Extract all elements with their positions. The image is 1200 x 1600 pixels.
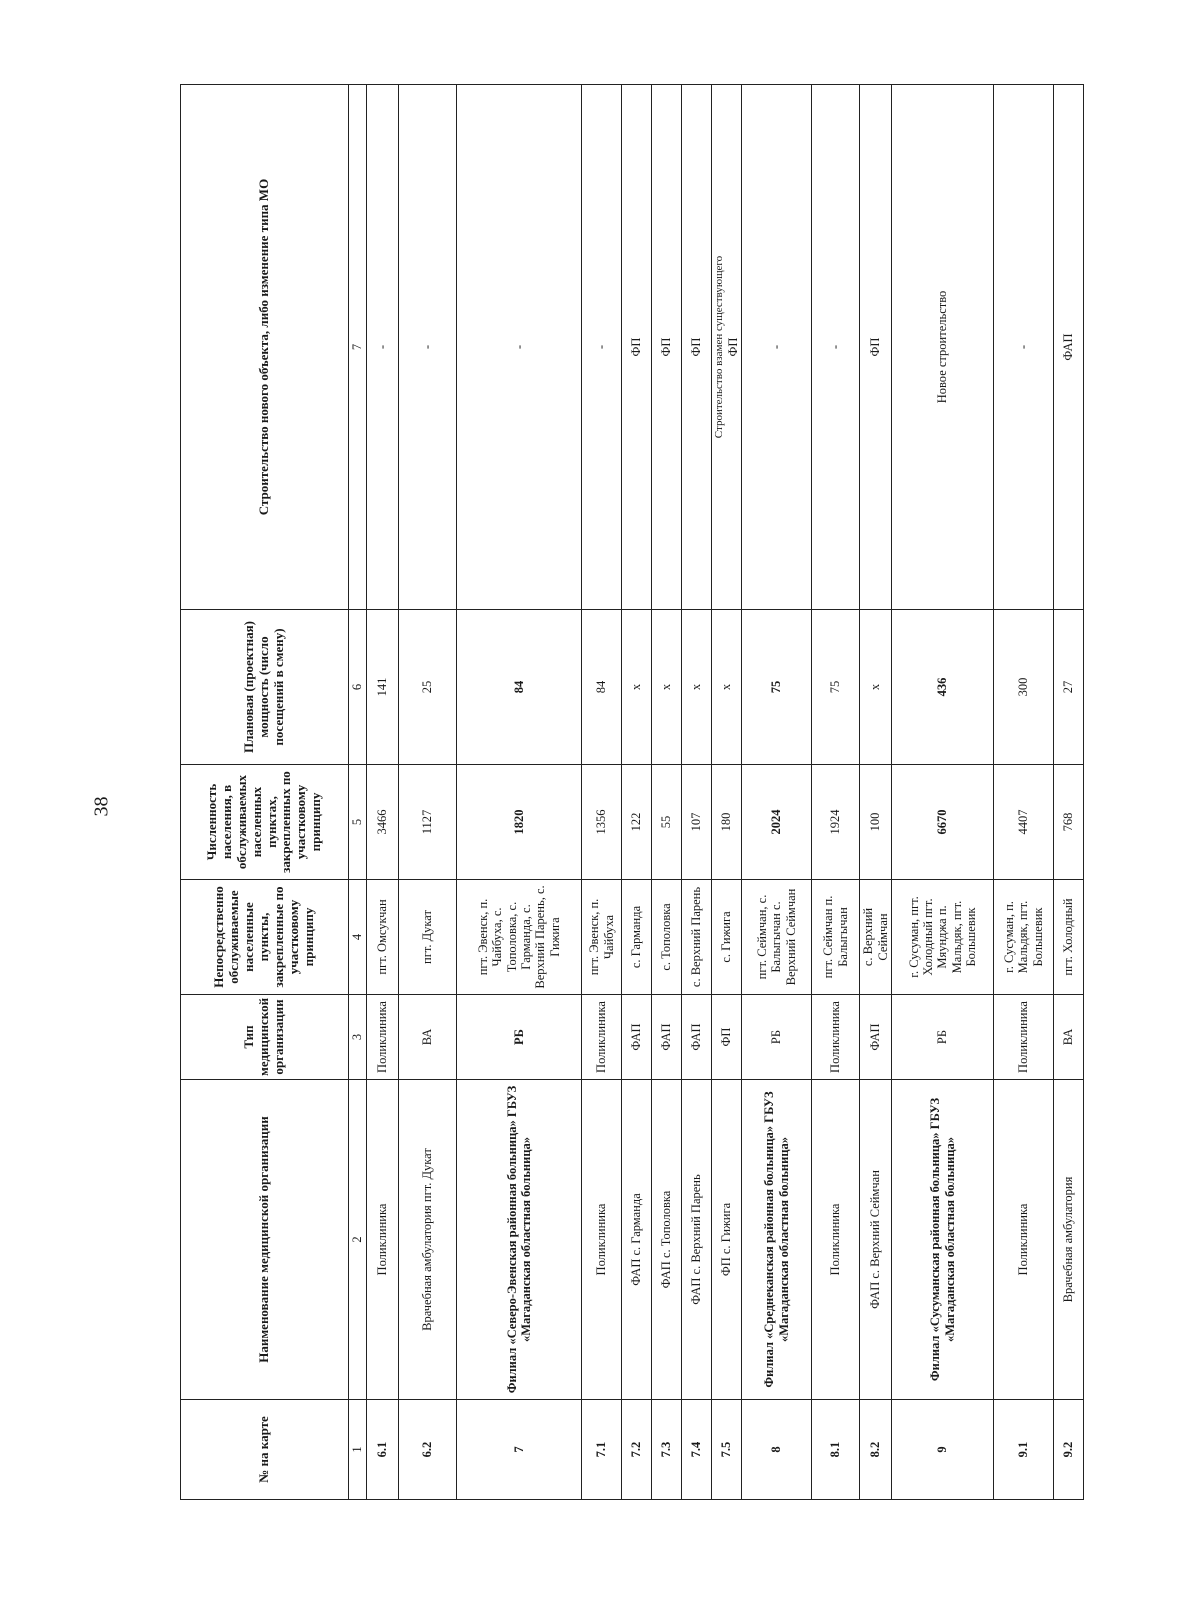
map-number-cell: 8.1 <box>812 1400 860 1500</box>
header-settlements: Непосредственно обслуживаемые населенные пункты, закрепленные по участковому принципу <box>181 880 349 995</box>
org-name-cell: Поликлиника <box>582 1080 622 1400</box>
table-row <box>367 85 399 1500</box>
construction-cell: ФП <box>652 85 682 610</box>
column-number: 7 <box>349 85 367 610</box>
header-capacity: Плановая (проектная) мощность (число посещений в смену) <box>181 610 349 765</box>
population-cell: 4407 <box>994 765 1054 880</box>
population-cell: 180 <box>712 765 742 880</box>
settlements-cell: пгт. Сеймчан, с. Балыгычан с. Верхний Сеймчан <box>742 880 812 995</box>
construction-cell: - <box>582 85 622 610</box>
medical-organizations-table <box>180 84 1084 1500</box>
capacity-cell: 75 <box>742 610 812 765</box>
construction-cell: - <box>742 85 812 610</box>
capacity-cell: х <box>682 610 712 765</box>
map-number-cell: 8.2 <box>860 1400 892 1500</box>
settlements-cell: пгт. Эвенск, п. Чайбуха <box>582 880 622 995</box>
table-row <box>860 85 892 1500</box>
construction-cell <box>712 85 742 610</box>
settlements-cell: с. Гижига <box>712 880 742 995</box>
population-cell: 122 <box>622 765 652 880</box>
org-type-cell: ФАП <box>860 995 892 1080</box>
map-number-cell: 9 <box>892 1400 994 1500</box>
capacity-cell: х <box>712 610 742 765</box>
population-cell: 1127 <box>399 765 457 880</box>
capacity-cell: 84 <box>457 610 582 765</box>
org-name-cell: ФАП с. Гарманда <box>622 1080 652 1400</box>
org-name-cell: Поликлиника <box>367 1080 399 1400</box>
construction-cell: ФП <box>682 85 712 610</box>
map-number-cell: 6.2 <box>399 1400 457 1500</box>
capacity-cell: 84 <box>582 610 622 765</box>
population-cell: 1820 <box>457 765 582 880</box>
column-number: 2 <box>349 1080 367 1400</box>
capacity-cell: 25 <box>399 610 457 765</box>
header-org-name: Наименование медицинской организации <box>181 1080 349 1400</box>
table-row <box>682 85 712 1500</box>
org-type-cell: ФАП <box>652 995 682 1080</box>
settlements-cell: г. Сусуман, п. Мальдяк, пгт. Большевик <box>994 880 1054 995</box>
header-population: Численность населения, в обслуживаемых населенных пунктах, закрепленных по участковому принципу <box>181 765 349 880</box>
map-number-cell: 7.1 <box>582 1400 622 1500</box>
table-row <box>892 85 994 1500</box>
settlements-cell: пгт. Эвенск, п. Чайбуха, с. Тополовка, с. Гарманда, с. Верхний Парень, с. Гижига <box>457 880 582 995</box>
column-number: 1 <box>349 1400 367 1500</box>
header-map-number: № на карте <box>181 1400 349 1500</box>
column-number: 6 <box>349 610 367 765</box>
org-type-cell: ВА <box>399 995 457 1080</box>
capacity-cell: 436 <box>892 610 994 765</box>
org-name-cell: Филиал «Сусуманская районная больница» ГБУЗ «Магаданская областная больница» <box>892 1080 994 1400</box>
org-name-cell: ФАП с. Верхний Парень <box>682 1080 712 1400</box>
org-type-cell: ФАП <box>682 995 712 1080</box>
map-number-cell: 7.3 <box>652 1400 682 1500</box>
settlements-cell: с. Тополовка <box>652 880 682 995</box>
org-type-cell: ВА <box>1054 995 1084 1080</box>
header-construction: Строительство нового объекта, либо изменение типа МО <box>181 85 349 610</box>
org-name-cell: ФАП с. Тополовка <box>652 1080 682 1400</box>
construction-cell: ФП <box>622 85 652 610</box>
org-type-cell: ФП <box>712 995 742 1080</box>
capacity-cell: х <box>622 610 652 765</box>
header-org-type: Тип медицинской организации <box>181 995 349 1080</box>
construction-cell: - <box>457 85 582 610</box>
table-row <box>622 85 652 1500</box>
construction-value: ФП <box>725 337 740 357</box>
table-header <box>181 85 367 1500</box>
population-cell: 107 <box>682 765 712 880</box>
capacity-cell: 300 <box>994 610 1054 765</box>
construction-cell: - <box>367 85 399 610</box>
table-row <box>652 85 682 1500</box>
org-name-cell: Врачебная амбулатория пгт. Дукат <box>399 1080 457 1400</box>
population-cell: 1924 <box>812 765 860 880</box>
capacity-cell: х <box>860 610 892 765</box>
population-cell: 2024 <box>742 765 812 880</box>
org-type-cell: Поликлиника <box>994 995 1054 1080</box>
org-type-cell: РБ <box>457 995 582 1080</box>
population-cell: 6670 <box>892 765 994 880</box>
map-number-cell: 7.5 <box>712 1400 742 1500</box>
map-number-cell: 7.2 <box>622 1400 652 1500</box>
org-name-cell: Поликлиника <box>812 1080 860 1400</box>
settlements-cell: с. Верхний Сеймчан <box>860 880 892 995</box>
construction-cell: - <box>812 85 860 610</box>
settlements-cell: пгт. Холодный <box>1054 880 1084 995</box>
capacity-cell: 75 <box>812 610 860 765</box>
map-number-cell: 6.1 <box>367 1400 399 1500</box>
org-type-cell: Поликлиника <box>367 995 399 1080</box>
org-name-cell: Поликлиника <box>994 1080 1054 1400</box>
settlements-cell: г. Сусуман, пгт. Холодный пгт. Мяунджа п. Мальдяк, пгт. Большевик <box>892 880 994 995</box>
construction-note: Строительство взамен существующего <box>713 255 725 439</box>
page-number: 38 <box>90 796 113 817</box>
population-cell: 100 <box>860 765 892 880</box>
capacity-cell: х <box>652 610 682 765</box>
construction-cell: ФП <box>860 85 892 610</box>
construction-cell: ФАП <box>1054 85 1084 610</box>
map-number-cell: 7.4 <box>682 1400 712 1500</box>
table-row <box>712 85 742 1500</box>
table-row <box>994 85 1054 1500</box>
population-cell: 1356 <box>582 765 622 880</box>
table-row <box>399 85 457 1500</box>
capacity-cell: 141 <box>367 610 399 765</box>
column-number-row <box>349 85 367 1500</box>
org-name-cell: ФАП с. Верхний Сеймчан <box>860 1080 892 1400</box>
table-row <box>457 85 582 1500</box>
settlements-cell: пгт. Дукат <box>399 880 457 995</box>
construction-cell: - <box>399 85 457 610</box>
table-row <box>582 85 622 1500</box>
construction-cell: - <box>994 85 1054 610</box>
table-row <box>742 85 812 1500</box>
map-number-cell: 7 <box>457 1400 582 1500</box>
column-number: 5 <box>349 765 367 880</box>
population-cell: 3466 <box>367 765 399 880</box>
map-number-cell: 9.2 <box>1054 1400 1084 1500</box>
population-cell: 768 <box>1054 765 1084 880</box>
settlements-cell: пгт. Омсукчан <box>367 880 399 995</box>
capacity-cell: 27 <box>1054 610 1084 765</box>
org-name-cell: Филиал «Северо-Эвенская районная больница» ГБУЗ «Магаданская областная больница» <box>457 1080 582 1400</box>
org-type-cell: ФАП <box>622 995 652 1080</box>
map-number-cell: 9.1 <box>994 1400 1054 1500</box>
org-type-cell: РБ <box>742 995 812 1080</box>
settlements-cell: с. Гарманда <box>622 880 652 995</box>
column-number: 3 <box>349 995 367 1080</box>
construction-cell: Новое строительство <box>892 85 994 610</box>
org-name-cell: ФП с. Гижига <box>712 1080 742 1400</box>
table-frame <box>180 85 1076 1500</box>
org-type-cell: Поликлиника <box>812 995 860 1080</box>
org-name-cell: Врачебная амбулатория <box>1054 1080 1084 1400</box>
map-number-cell: 8 <box>742 1400 812 1500</box>
settlements-cell: пгт. Сеймчан п. Балыгычан <box>812 880 860 995</box>
settlements-cell: с. Верхний Парень <box>682 880 712 995</box>
table-row <box>1054 85 1084 1500</box>
population-cell: 55 <box>652 765 682 880</box>
org-type-cell: РБ <box>892 995 994 1080</box>
column-number: 4 <box>349 880 367 995</box>
org-name-cell: Филиал «Среднеканская районная больница» ГБУЗ «Магаданская областная больница» <box>742 1080 812 1400</box>
org-type-cell: Поликлиника <box>582 995 622 1080</box>
table-row <box>812 85 860 1500</box>
